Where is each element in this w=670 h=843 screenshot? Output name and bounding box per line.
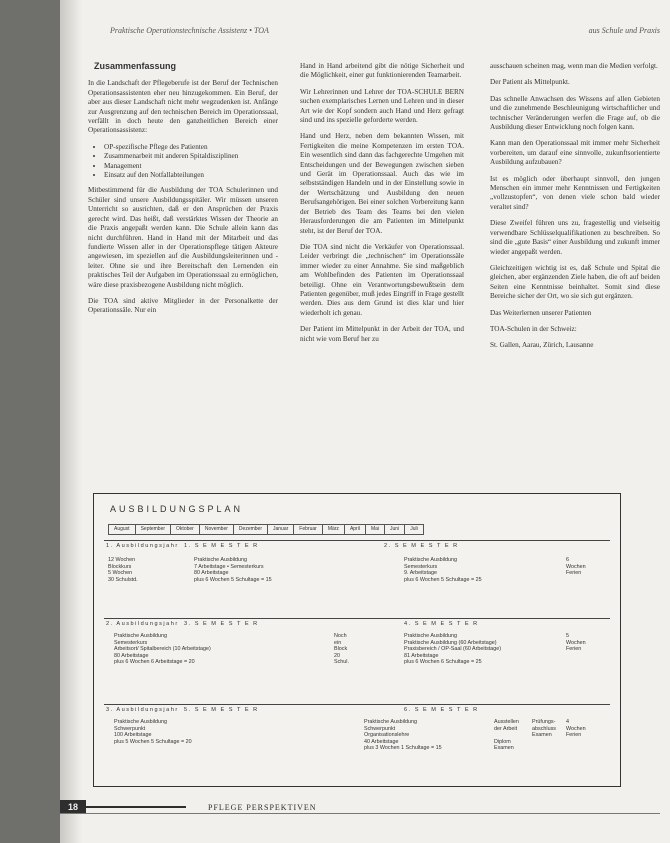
footer-rule [60,813,660,814]
page-number: 18 [60,800,86,814]
running-header-right: aus Schule und Praxis [588,26,660,35]
paragraph: Hand in Hand arbeitend gibt die nötige Sicherheit und die Möglichkeit, einer gut funktionierenden Teamarbeit. [300,62,464,80]
exam-box: Prüfungs- abschluss Examen [532,719,556,739]
plan-title: AUSBILDUNGSPLAN [110,504,244,514]
footer-bar [86,806,186,808]
year-1-block [104,540,610,613]
paragraph: Der Patient im Mittelpunkt in der Arbeit der TOA, und nicht wie vom Beruf her zu [300,325,464,343]
bullet-list [88,143,278,181]
training-plan-box [93,493,621,787]
year-3-block [104,704,610,775]
bullet-item: • Zusammenarbeit mit anderen Spitaldisziplinen [104,152,278,161]
year-label: 2. Ausbildungsjahr [106,621,179,627]
text-column-1 [88,62,278,323]
semester-content: Praktische Ausbildung Schwerpunkt Organisationslehre 40 Arbeitstage plus 3 Wochen 1 Schultage = 15 [364,719,442,752]
month-cell: Mai [365,524,385,535]
month-cell: September [135,524,171,535]
paragraph: In die Landschaft der Pflegeberufe ist der Beruf der Technischen Operationsassistenten eher neu hinzugekommen. Ein Beruf, der aber aus dieser Landschaft nicht mehr wegzudenken ist. Anfänge zur Ausgrenzung auf den technischen Bereich im Operationssaal, verfällt in doch heute den ganzheitlichen Bereich einer Operationsassistenz: [88,79,278,135]
section-heading: Zusammenfassung [94,61,177,71]
bullet-item: • OP-spezifische Pflege des Patienten [104,143,278,152]
exam-box: Ausstellen der Arbeit Diplom Examen [494,719,519,752]
footer-brand: PFLEGE PERSPEKTIVEN [208,803,317,812]
month-cell: Oktober [170,524,200,535]
vacation-box: 5 Wochen Ferien [566,633,586,653]
month-cell: August [108,524,136,535]
running-header-left: Praktische Operationstechnische Assistenz • TOA [110,26,269,35]
semester-label: 6. S E M E S T E R [404,707,479,713]
semester-label: 2. S E M E S T E R [384,543,459,549]
text-column-2 [300,62,464,351]
semester-content: Praktische Ausbildung Semesterkurs 9. Arbeitstage plus 6 Wochen 5 Schultage = 25 [404,557,482,583]
semester-label: 1. S E M E S T E R [184,543,259,549]
month-cell: Juni [384,524,405,535]
month-cell: März [322,524,345,535]
bullet-item: • Management [104,162,278,171]
paragraph: TOA-Schulen in der Schweiz: [490,324,577,333]
text-column-3 [490,62,660,358]
paragraph: ausschauen scheinen mag, wenn man die Medien verfolgt. [490,62,658,70]
year-2-block [104,618,610,687]
month-row [108,524,423,535]
paragraph: Hand und Herz, neben dem bekannten Wissen, mit Fertigkeiten die meine Kompetenzen im ersten TOA. Ein wesentlich sind dann das fachgerechte Umgehen mit Entscheidungen und der Bewegungen zwischen sieben und Gerät im Operationssaal. Auch das wie im selbstständigen Handeln und in der Einstellung sowie in der Wertschätzung und Ausbildung den neuen Berufsangehörigen. Bei einer solchen Vorbereitung kann der Betrieb des Team des Teams bei den vielen Herausforderungen die am Patienten im Mittelpunkt steht, ist der Beruf der TOA. [300,132,464,235]
vacation-box: 6 Wochen Ferien [566,557,586,577]
semester-label: 3. S E M E S T E R [184,621,259,627]
year-label: 1. Ausbildungsjahr [106,543,179,549]
paragraph: Das schnelle Anwachsen des Wissens auf allen Gebieten und die zunehmende Beschleunigung wirtschaftlicher und technischer Veränderungen werfen die Frage auf, ob die Ausbildung dieser Entwicklung noch folgen kann. [490,94,660,132]
paragraph: Gleichzeitigen wichtig ist es, daß Schule und Spital die gleichen, aber ergänzenden Ziele haben, die oft auf beiden Seiten eine Kenntnisse beinhaltet. Somit sind diese Bereiche sicher der Ort, wo sie sich gut ergänzen. [490,263,660,301]
block-course: 12 Wochen Blockkurs 5 Wochen 30 Schulstd. [108,557,138,583]
semester-label: 4. S E M E S T E R [404,621,479,627]
semester-label: 5. S E M E S T E R [184,707,259,713]
paragraph: St. Gallen, Aarau, Zürich, Lausanne [490,341,594,350]
paragraph: Kann man den Operationssaal mit immer mehr Sicherheit vorbereiten, um darauf eine sinnvolle, zukunftsorientierte Ausbildung aufzubauen? [490,139,660,167]
page-binding-shadow [60,0,82,843]
semester-content: Praktische Ausbildung Schwerpunkt 100 Arbeitstage plus 5 Wochen 5 Schultage = 20 [114,719,192,745]
semester-content: Praktische Ausbildung Praktische Ausbildung (60 Arbeitstage) Praxisbereich / OP-Saal (60 Arbeitstage) 81 Arbeitstage plus 6 Wochen 6 Schultage = 25 [404,633,502,666]
paragraph: Mitbestimmend für die Ausbildung der TOA Schulerinnen und Schüler sind unsere Ausbildungsspitäler. Wir müssen unseren Unterricht so ausrichten, daß er den Ansprüchen der Praxis gerecht wird. Das heißt, daß verstärktes Wissen der Theorie an die Praxis angepaßt werden kann. Die Schule allein kann das nicht durchführen. Hand in Hand mit der Mitarbeit und das fundierte Wissen aller in der Operationspflege tätigen Akteure angewiesen, im speziellen auf die Ausbildungsleiterinnen und -leiter. Ohne sie und ihre Bereitschaft den Lernenden ein praktisches Teil der Aufgaben im Operationssaal zu ermöglichen, wäre diese praxisbezogene Ausbildung nicht möglich. [88,186,278,289]
month-cell: Februar [293,524,323,535]
year-label: 3. Ausbildungsjahr [106,707,179,713]
block-course: Noch ein Block 20 Schul. [334,633,349,666]
paragraph: Diese Zweifel führen uns zu, fragestellig und vielseitig verwendbare Schlüsselqualifikationen zu beschreiben. So sind die „gute Basis“ einer Ausbildung und zukunft immer wieder angepaßt werden. [490,219,660,256]
month-cell: Januar [267,524,294,535]
semester-content: Praktische Ausbildung Semesterkurs Arbeitsort/ Spitalbereich (10 Arbeitstage) 80 Arbeitstage plus 6 Wochen 6 Arbeitstage = 20 [114,633,211,666]
month-cell: April [344,524,366,535]
month-cell: Dezember [233,524,268,535]
semester-content: Praktische Ausbildung 7 Arbeitstage • Semesterkurs 80 Arbeitstage plus 6 Wochen 5 Schultage = 15 [194,557,272,583]
paragraph: Das Weiterlernen unserer Patienten [490,308,592,317]
paragraph: Die TOA sind aktive Mitglieder in der Personalkette der Operationssäle. Nur ein [88,296,278,315]
paragraph: Der Patient als Mittelpunkt. [490,78,570,87]
bullet-item: • Einsatz auf den Notfallabteilungen [104,171,278,180]
month-cell: Juli [404,524,424,535]
vacation-box: 4 Wochen Ferien [566,719,586,739]
paragraph: Wir Lehrerinnen und Lehrer der TOA-SCHULE BERN suchen exemplarisches Lernen und Lehren und in dieser Art wie der Kopf sondern auch Hand und Herz gefragt sind und ins spezielle geforderte werden. [300,87,464,125]
paragraph: Die TOA sind nicht die Verkäufer von Operationssaal. Leider verbringt die „technischen“ im Operationssäle immer wieder zu einer Annahme. Sie sind maßgeblich am Wohlbefinden des Patienten im Operationssaal beteiligt. Ohne ein Verantwortungsbewußtsein dem Patienten gegenüber, muß jedes Eingriff in Frage gestellt werden. Dies aus dem Grund ist dies klar und hier wiederholt ich genau. [300,242,464,317]
paragraph: Ist es möglich oder überhaupt sinnvoll, den jungen Menschen ein immer mehr Kenntnissen und Fertigkeiten „vollzustopfen“, von denen viele schon bald wieder veraltet sind? [490,174,660,211]
month-cell: November [199,524,234,535]
